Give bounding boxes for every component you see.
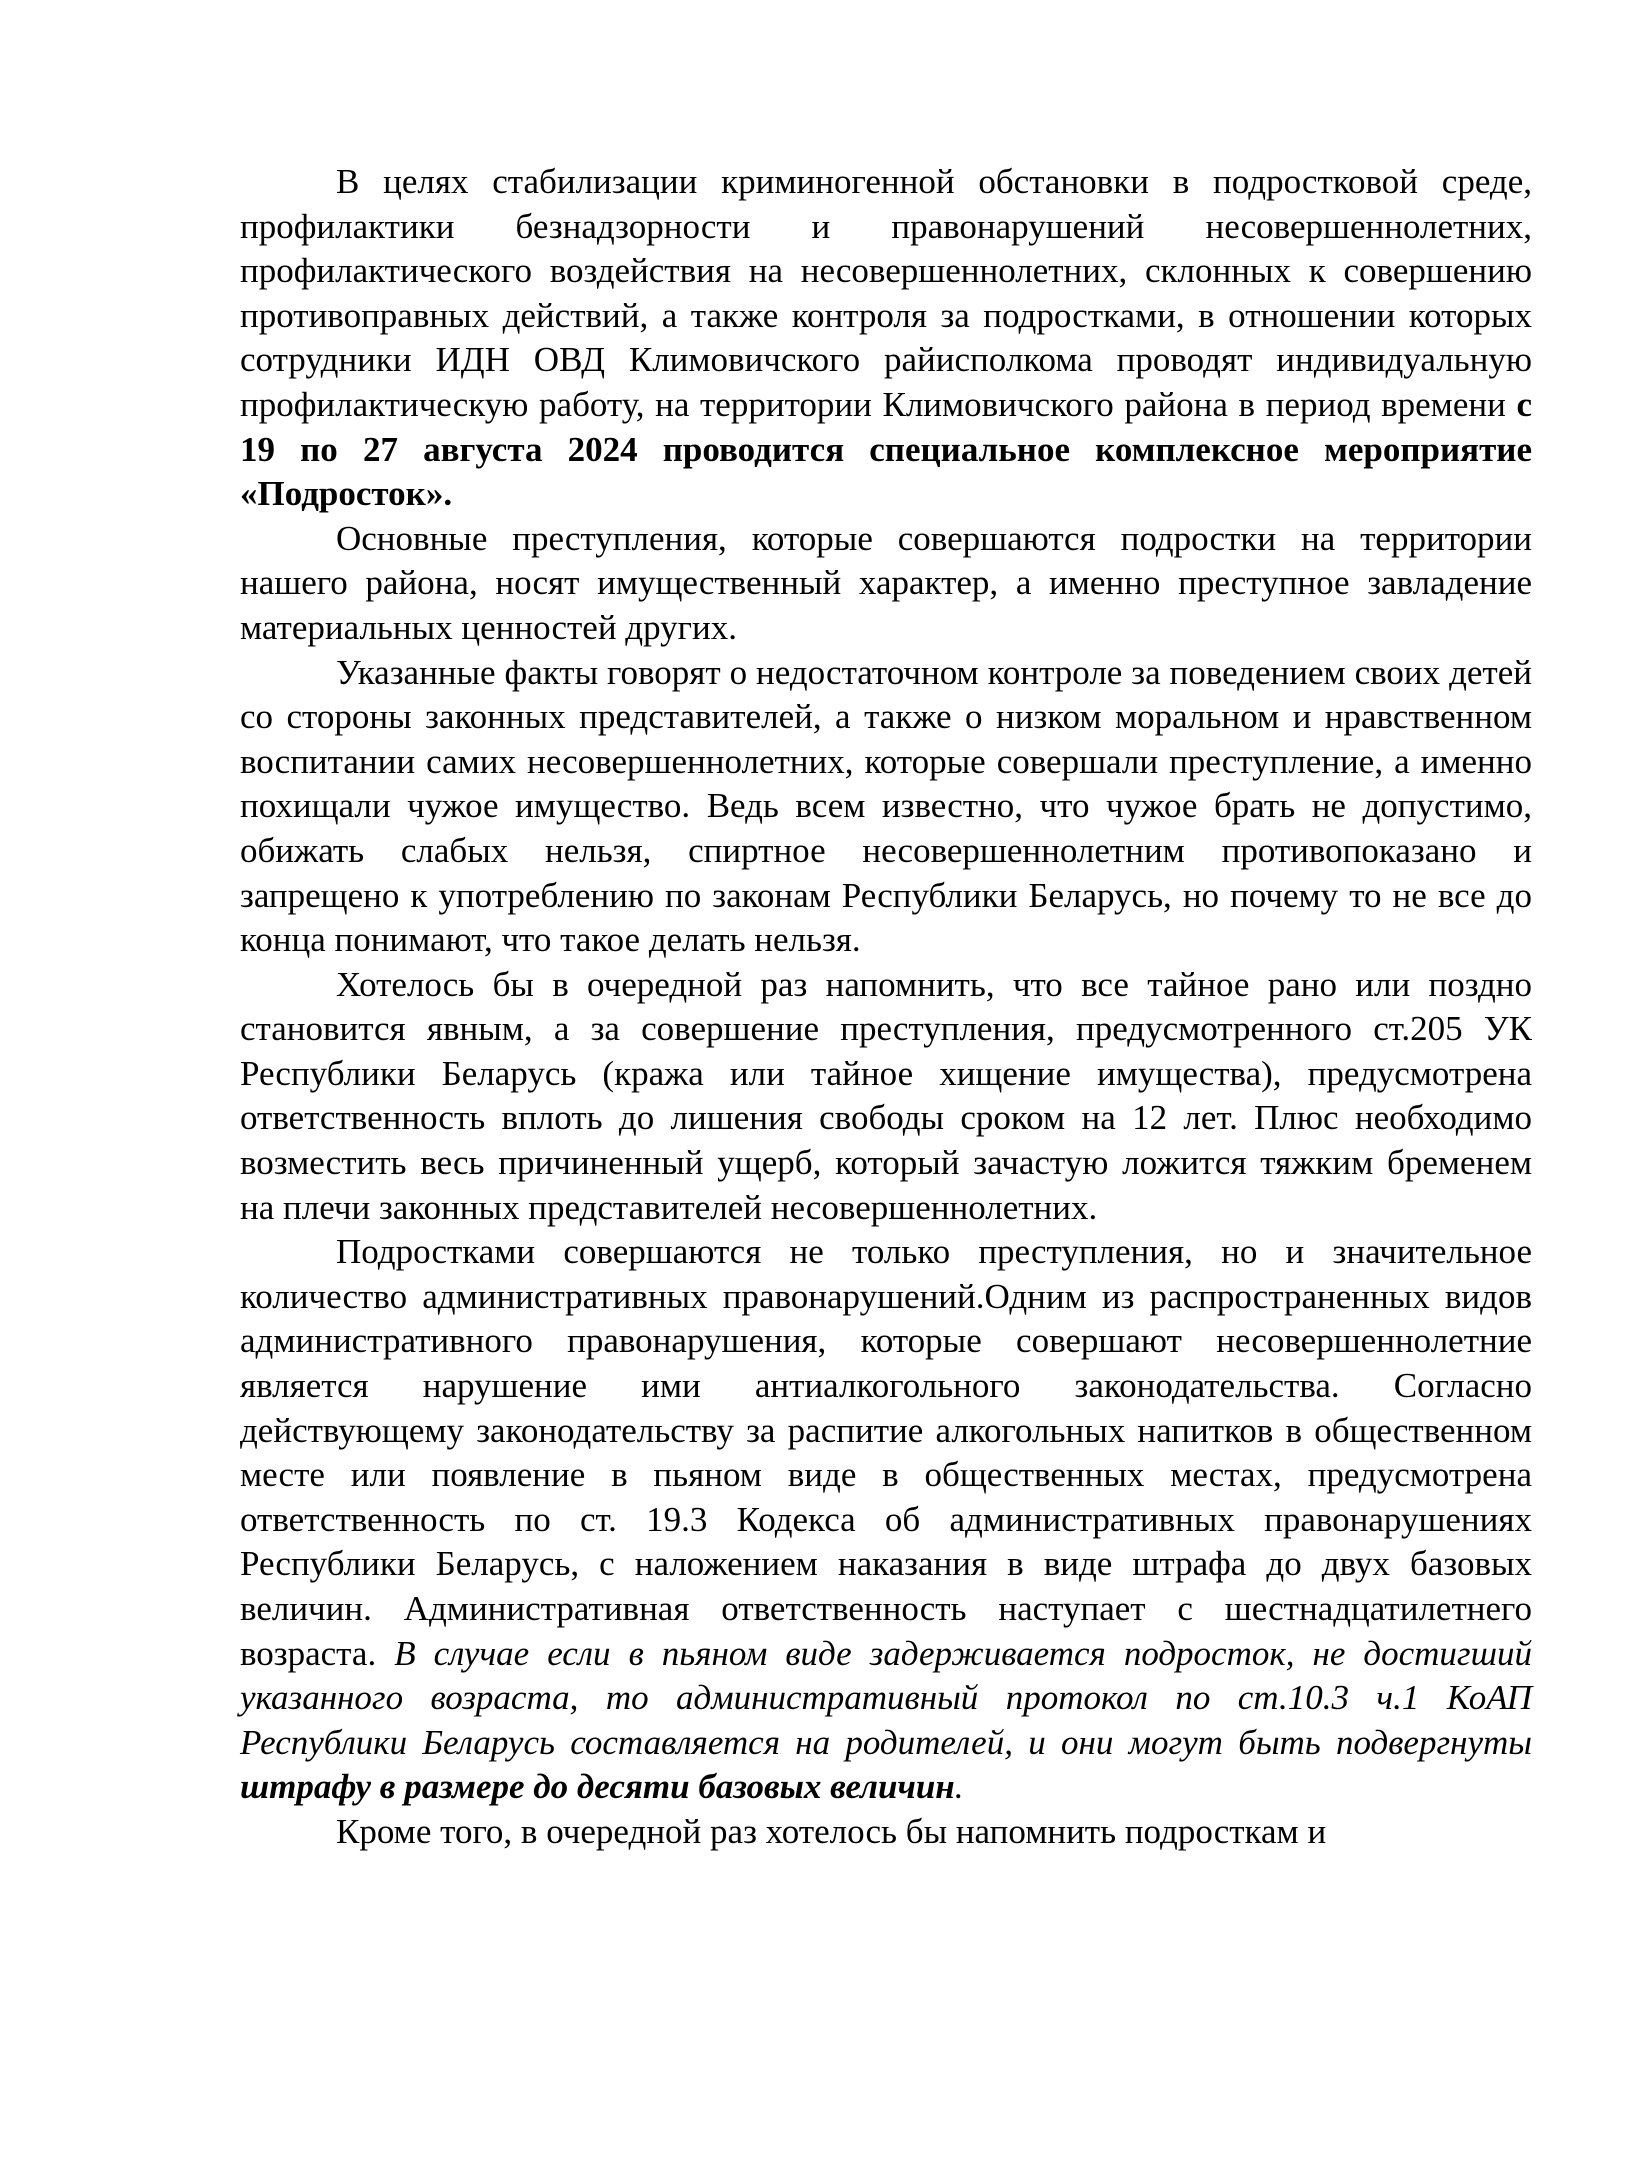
paragraph-text: Хотелось бы в очередной раз напомнить, что все тайное рано или поздно становится явным, а за совершение преступления, предусмотренного ст.205 УК Республики Беларусь (кража или тайное хищение имущества), предусмотрена ответственность вплоть до лишения свободы сроком на 12 лет. Плюс необходимо возместить весь причиненный ущерб, который зачастую ложится тяжким бременем на плечи законных представителей несовершеннолетних. bbox=[240, 964, 1532, 1227]
paragraph-text: Кроме того, в очередной раз хотелось бы напомнить подросткам и bbox=[336, 1811, 1327, 1851]
paragraph-text: Основные преступления, которые совершаются подростки на территории нашего района, носят имущественный характер, а именно преступное завладение материальных ценностей других. bbox=[240, 518, 1532, 647]
paragraph-text: Указанные факты говорят о недостаточном контроле за поведением своих детей со стороны законных представителей, а также о низком моральном и нравственном воспитании самих несовершеннолетних, которые совершали преступление, а именно похищали чужое имущество. Ведь всем известно, что чужое брать не допустимо, обижать слабых нельзя, спиртное несовершеннолетним противопоказано и запрещено к употреблению по законам Республики Беларусь, но почему то не все до конца понимают, что такое делать нельзя. bbox=[240, 652, 1532, 960]
paragraph-administrative-offences bbox=[240, 1230, 1532, 1810]
document-page bbox=[240, 160, 1532, 1855]
paragraph-operation-podrostok bbox=[240, 160, 1532, 517]
italic-period: . bbox=[954, 1767, 964, 1807]
paragraph-main-crimes bbox=[240, 517, 1532, 651]
paragraph-criminal-liability bbox=[240, 963, 1532, 1231]
paragraph-reminder bbox=[240, 1810, 1532, 1855]
italic-parent-liability: В случае если в пьяном виде задерживается подросток, не достигший указанного возраста, то административный протокол по ст.10.3 ч.1 КоАП Республики Беларусь составляется на родителей, и они могут быть подвергнуты bbox=[240, 1633, 1532, 1762]
bold-italic-fine: штрафу в размере до десяти базовых величин bbox=[240, 1767, 955, 1807]
paragraph-text: Подростками совершаются не только преступления, но и значительное количество административных правонарушений.Одним из распространенных видов административного правонарушения, которые совершают несовершеннолетние является нарушение ими антиалкогольного законодательства. Согласно действующему законодательству за распитие алкогольных напитков в общественном месте или появление в пьяном виде в общественных местах, предусмотрена ответственность по ст. 19.3 Кодекса об административных правонарушениях Республики Беларусь, с наложением наказания в виде штрафа до двух базовых величин. Административная ответственность наступает с шестнадцатилетнего возраста. bbox=[240, 1232, 1532, 1673]
bold-event-dates: с 19 по 27 августа 2024 проводится специальное комплексное мероприятие «Подросток». bbox=[240, 384, 1532, 514]
paragraph-text: В целях стабилизации криминогенной обстановки в подростковой среде, профилактики безнадзорности и правонарушений несовершеннолетних, профилактического воздействия на несовершеннолетних, склонных к совершению противоправных действий, а также контроля за подростками, в отношении которых сотрудники ИДН ОВД Климовичского райисполкома проводят индивидуальную профилактическую работу, на территории Климовичского района в период времени bbox=[240, 162, 1532, 424]
paragraph-parental-control bbox=[240, 651, 1532, 963]
